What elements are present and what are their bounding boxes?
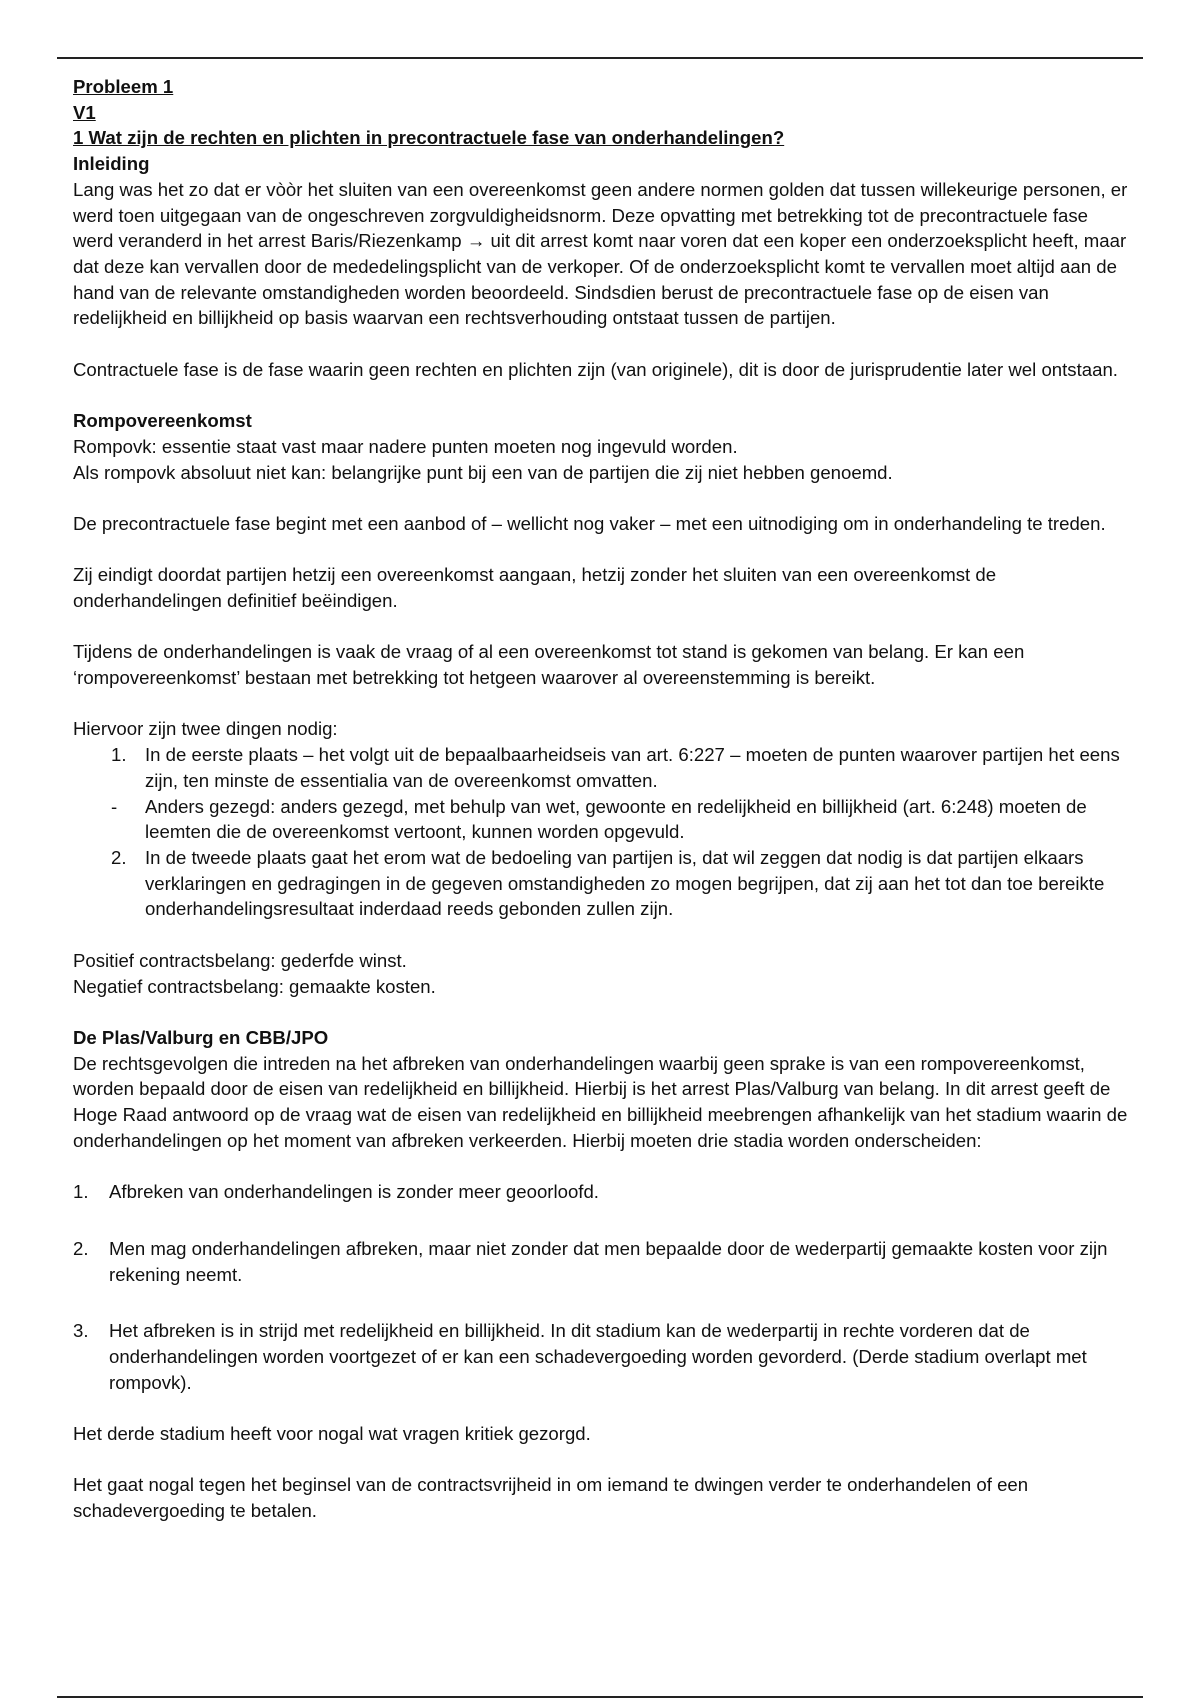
- negatief-belang: Negatief contractsbelang: gemaakte kosten.: [73, 975, 436, 997]
- doc-subtitle: V1: [73, 101, 96, 123]
- positief-belang: Positief contractsbelang: gederfde winst.: [73, 949, 407, 971]
- list-item: 1. Afbreken van onderhandelingen is zonder meer geoorloofd.: [73, 1181, 599, 1203]
- bottom-rule: [57, 1696, 1143, 1698]
- rompo-line-1: Rompovk: essentie staat vast maar nadere punten moeten nog ingevuld worden.: [73, 435, 738, 457]
- rompo-line-2: Als rompovk absoluut niet kan: belangrijke punt bij een van de partijen die zij niet hebben genoemd.: [73, 461, 893, 483]
- doc-title: Probleem 1: [73, 76, 174, 97]
- inleiding-paragraph-2: Contractuele fase is de fase waarin geen rechten en plichten zijn (van originele), dit is door de jurisprudentie later wel ontstaan.: [73, 358, 1118, 380]
- plas-paragraph-1: De rechtsgevolgen die intreden na het afbreken van onderhandelingen waarbij geen sprake is van een rompovereenkomst, worden bepaald door de eisen van redelijkheid en billijkheid. Hierbij is het arrest Plas/Valburg van belang. In dit arrest geeft de Hoge Raad antwoord op de vraag wat de eisen van redelijkheid en billijkheid meebrengen afhankelijk van het stadium waarin de onderhandelingen op het moment van afbreken verkeerden. Hierbij moeten drie stadia worden onderscheiden:: [73, 1052, 1128, 1151]
- doc-question: 1 Wat zijn de rechten en plichten in precontractuele fase van onderhandelingen?: [73, 127, 785, 149]
- rompo-paragraph-3: De precontractuele fase begint met een aanbod of – wellicht nog vaker – met een uitnodiging om in onderhandeling te treden.: [73, 512, 1106, 534]
- heading-inleiding: Inleiding: [73, 153, 150, 175]
- list-item: 3. Het afbreken is in strijd met redelijkheid en billijkheid. In dit stadium kan de wederpartij in rechte vorderen dat de onderhandelingen worden voortgezet of er kan een schadevergoeding worden gevorderd. (Derde stadium overlapt met rompovk).: [73, 1320, 1087, 1393]
- inleiding-paragraph-1: Lang was het zo dat er vòòr het sluiten van een overeenkomst geen andere normen golden dat tussen willekeurige personen, er werd toen uitgegaan van de ongeschreven zorgvuldigheidsnorm. Deze opvatting met betrekking tot de precontractuele fase werd veranderd in het arrest Baris/Riezenkamp → uit dit arrest komt naar voren dat een koper een onderzoeksplicht heeft, maar dat deze kan vervallen door de mededelingsplicht van de verkoper. Of de onderzoeksplicht komt te vervallen moet altijd aan de hand van de relevante omstandigheden worden beoordeeld. Sindsdien berust de precontractuele fase op de eisen van redelijkheid en billijkheid op basis waarvan een rechtsverhouding ontstaat tussen de partijen.: [73, 178, 1128, 329]
- plas-paragraph-2: Het derde stadium heeft voor nogal wat vragen kritiek gezorgd.: [73, 1423, 591, 1444]
- document-page: [73, 74, 1133, 1524]
- rompo-paragraph-4: Zij eindigt doordat partijen hetzij een overeenkomst aangaan, hetzij zonder het sluiten van een overeenkomst de onderhandelingen definitief beëindigen.: [73, 564, 997, 611]
- rompo-paragraph-6: Hiervoor zijn twee dingen nodig:: [73, 718, 338, 740]
- heading-plas-valburg: De Plas/Valburg en CBB/JPO: [73, 1026, 329, 1048]
- list-item: 2. In de tweede plaats gaat het erom wat de bedoeling van partijen is, dat wil zeggen dat nodig is dat partijen elkaars verklaringen en gedragingen in de gegeven omstandigheden zo mogen begrijpen, dat zij aan het tot dan toe bereikte onderhandelingsresultaat inderdaad reeds gebonden zullen zijn.: [111, 847, 1105, 920]
- plas-paragraph-3: Het gaat nogal tegen het beginsel van de contractsvrijheid in om iemand te dwingen verder te onderhandelen of een schadevergoeding te betalen.: [73, 1474, 1029, 1522]
- requirements-list: [73, 742, 1133, 922]
- rompo-paragraph-5: Tijdens de onderhandelingen is vaak de vraag of al een overeenkomst tot stand is gekomen van belang. Er kan een ‘rompovereenkomst’ bestaan met betrekking tot hetgeen waarover al overeenstemming is bereikt.: [73, 641, 1025, 689]
- top-rule: [57, 57, 1143, 59]
- stages-list: [73, 1179, 1133, 1395]
- heading-rompovereenkomst: Rompovereenkomst: [73, 410, 252, 432]
- list-item: 1. In de eerste plaats – het volgt uit de bepaalbaarheidseis van art. 6:227 – moeten de punten waarover partijen het eens zijn, ten minste de essentialia van de overeenkomst omvatten.: [111, 744, 1120, 791]
- list-item: - Anders gezegd: anders gezegd, met behulp van wet, gewoonte en redelijkheid en billijkheid (art. 6:248) moeten de leemten die de overeenkomst vertoont, kunnen worden opgevuld.: [111, 795, 1087, 843]
- list-item: 2. Men mag onderhandelingen afbreken, maar niet zonder dat men bepaalde door de wederpartij gemaakte kosten voor zijn rekening neemt.: [73, 1237, 1108, 1285]
